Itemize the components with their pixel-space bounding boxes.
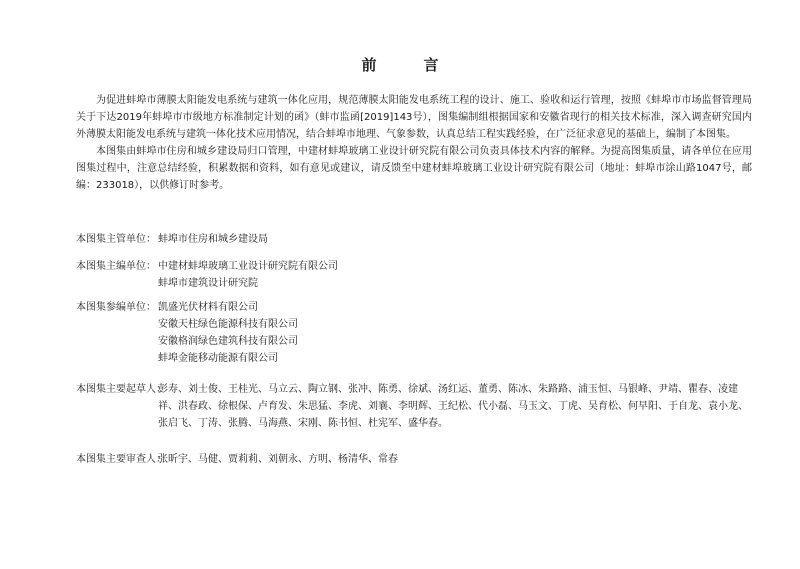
reviewers-names: 张昕宇、马健、贾莉莉、刘朝永、方明、杨清华、常春	[158, 454, 398, 465]
drafters-label: 本图集主要起草人：	[76, 384, 166, 395]
participating-units-section	[76, 299, 298, 367]
participating-unit-1: 凯盛光伏材料有限公司	[158, 302, 258, 313]
preface-body	[76, 92, 752, 194]
participating-unit-4: 蚌埠金能移动能源有限公司	[158, 353, 278, 364]
chief-editor-section	[76, 258, 338, 292]
preface-paragraph-2: 本图集由蚌埠市住房和城乡建设局归口管理，中建材蚌埠玻璃工业设计研究院有限公司负责具体技术内容的解释。为提高图集质量，请各单位在应用图集过程中，注意总结经验，积累数据和资料，如有意见或建议，请反馈至中建材蚌埠玻璃工业设计研究院有限公司（地址：蚌埠市涂山路1047号，邮编：233018），以供修订时参考。	[76, 146, 752, 191]
drafters-section	[76, 381, 750, 432]
manager-unit-section	[76, 231, 268, 248]
preface-paragraph-1: 为促进蚌埠市薄膜太阳能发电系统与建筑一体化应用，规范薄膜太阳能发电系统工程的设计、施工、验收和运行管理，按照《蚌埠市市场监督管理局关于下达2019年蚌埠市市级地方标准制定计划的函》（蚌市监函[2019]143号），图集编制组根据国家和安徽省现行的相关技术标准，深入调查研究国内外薄膜太阳能发电系统与建筑一体化技术应用情况，结合蚌埠市地理、气象参数，认真总结工程实践经验，在广泛征求意见的基础上，编制了本图集。	[76, 95, 752, 140]
reviewers-label: 本图集主要审查人：	[76, 454, 166, 465]
participating-unit-3: 安徽格润绿色建筑科技有限公司	[158, 336, 298, 347]
manager-unit-name: 蚌埠市住房和城乡建设局	[158, 234, 268, 245]
manager-unit-label: 本图集主管单位：	[76, 234, 156, 245]
chief-editor-unit-1: 中建材蚌埠玻璃工业设计研究院有限公司	[158, 261, 338, 272]
participating-unit-2: 安徽天柱绿色能源科技有限公司	[158, 319, 298, 330]
chief-editor-unit-2: 蚌埠市建筑设计研究院	[158, 278, 258, 289]
chief-editor-label: 本图集主编单位：	[76, 261, 156, 272]
page-title: 前 言	[361, 56, 455, 74]
participating-units-label: 本图集参编单位：	[76, 302, 156, 313]
drafters-names: 彭寿、刘士俊、王桂光、马立云、陶立钢、张冲、陈勇、徐斌、汤红运、董勇、陈冰、朱路路、浦玉恒、马银峰、尹靖、瞿春、凌建祥、洪春政、徐根保、卢育发、朱思猛、李虎、刘襄、李明辉、王纪松、代小磊、马玉文、丁虎、吴育松、何早阳、于自龙、袁小龙、张启飞、丁涛、张腾、马海燕、宋刚、陈书恒、杜宪军、盛华春。	[158, 384, 748, 429]
reviewers-section	[76, 451, 750, 468]
